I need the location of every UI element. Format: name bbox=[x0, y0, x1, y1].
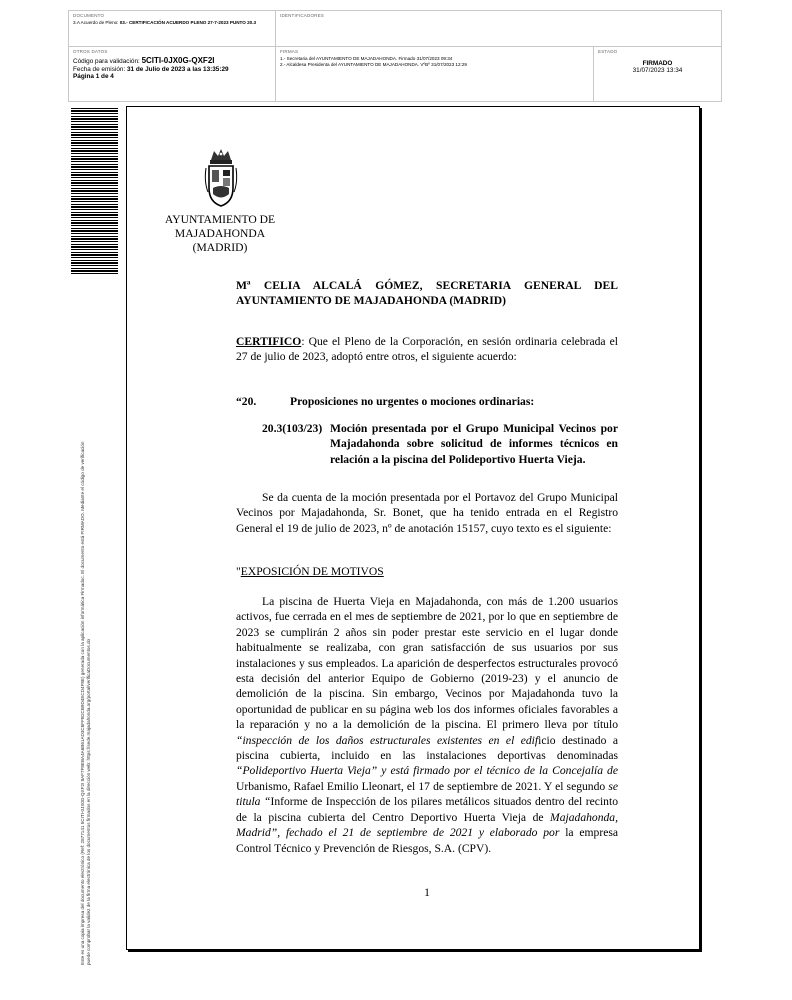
sub-point bbox=[262, 421, 618, 467]
point-heading bbox=[236, 394, 618, 409]
org-line-3: (MADRID) bbox=[192, 241, 248, 254]
certifico-label: CERTIFICO bbox=[236, 335, 302, 348]
certifico-paragraph bbox=[236, 334, 618, 365]
fecha-value: 31 de Julio de 2023 a las 13:35:29 bbox=[127, 65, 229, 73]
documento-value-bold: 03.- CERTIFICACIÓN ACUERDO PLENO 27-7-2023 PUNTO 20.3 bbox=[119, 20, 257, 25]
point-title: Proposiciones no urgentes o mociones ordinarias: bbox=[290, 395, 535, 408]
org-line-2: MAJADAHONDA bbox=[174, 227, 266, 240]
body-italic-4: Majadahonda, Madrid”, fechado el 21 de septiembre de 2021 y elaborado por bbox=[236, 810, 618, 840]
body-text-4: Informe de Inspección de los pilares metálicos situados dentro del recinto de la piscina cubierta del Centro Deportivo Huerta Vieja de bbox=[236, 795, 618, 824]
certifico-text: : Que el Pleno de la Corporación, en sesión ordinaria celebrada el 27 de julio de 2023, adoptó entre otros, el siguiente acuerdo: bbox=[236, 335, 618, 364]
identificadores-label: IDENTIFICADORES bbox=[280, 13, 325, 18]
header-firmas-cell bbox=[276, 46, 594, 101]
vertical-note-line-2: puede comprobar la validez de la firma electrónica de los documentos firmados en la dirección web: https://sede.majadahonda.org/portal/verificaDocumentos.do bbox=[86, 638, 91, 965]
section-quote: " bbox=[236, 565, 241, 578]
body-text-5: la empresa Control Técnico y Prevención de Riesgos, S.A. (CPV). bbox=[236, 826, 618, 855]
estado-date: 31/07/2023 13:34 bbox=[632, 67, 683, 75]
intro-paragraph: Se da cuenta de la moción presentada por el Portavoz del Grupo Municipal Vecinos por Majadahonda, Sr. Bonet, que ha tenido entrada en el Registro General el 19 de julio de 2023, nº de anotación 15157, cuyo texto es el siguiente: bbox=[236, 491, 618, 535]
coat-of-arms-icon bbox=[203, 146, 239, 208]
point-number: “20. bbox=[236, 395, 257, 408]
page-count: Página 1 de 4 bbox=[73, 73, 114, 81]
org-line-1: AYUNTAMIENTO DE bbox=[164, 213, 276, 226]
body-italic-2: “Polideportivo Huerta Vieja” y está firmado por el técnico de la Concejalía de bbox=[236, 764, 618, 778]
vertical-note-line-1: Este es una copia impresa del documento electrónico (Ref: 2877141 5CITI-0JX0G-QXF2I 8AF7F8EBA4A6B61AD3C6FFB2CB9D4ECD4F8E) generada con la aplicación informática Firmadoc. El documento está FIRMADO. Mediante el código de verificación bbox=[80, 441, 85, 965]
vertical-verification-note bbox=[80, 275, 92, 965]
codigo-prefix: Código para validación: bbox=[73, 58, 140, 65]
organization-block bbox=[160, 213, 280, 255]
body-text-2: icio destinado a piscina cubierta, incluido en las instalaciones deportivas denominadas bbox=[236, 733, 618, 763]
sub-point-number: 20.3(103/23) bbox=[262, 422, 323, 435]
header-estado-cell bbox=[594, 46, 721, 101]
section-heading-text: EXPOSICIÓN DE MOTIVOS bbox=[240, 565, 384, 578]
fecha-prefix: Fecha de emisión: bbox=[73, 65, 126, 73]
firma-1: 1.- Secretaria del AYUNTAMIENTO DE MAJADAHONDA. Firmado 31/07/2023 09:34 bbox=[280, 56, 453, 61]
body-paragraph bbox=[236, 594, 618, 856]
body-text-3: Urbanismo, Rafael Emilio Lleonart, el 17 de septiembre de 2021. Y el segundo bbox=[236, 779, 609, 793]
documento-label: DOCUMENTO bbox=[73, 13, 105, 18]
document-header bbox=[68, 10, 722, 102]
section-heading bbox=[236, 564, 618, 579]
estado-label: ESTADO bbox=[598, 49, 618, 54]
sub-point-title: Moción presentada por el Grupo Municipal Vecinos por Majadahonda sobre solicitud de informes técnicos en relación a la piscina del Polideportivo Huerta Vieja. bbox=[330, 422, 618, 466]
page-number: 1 bbox=[424, 886, 430, 899]
barcode-image bbox=[71, 108, 118, 276]
body-italic-3: se titula “ bbox=[236, 779, 618, 809]
estado-value: FIRMADO bbox=[642, 60, 673, 67]
body-text-1: La piscina de Huerta Vieja en Majadahonda, con más de 1.200 usuarios activos, fue cerrada en el mes de septiembre de 2021, por lo que en septiembre de 2023 se cumplirán 2 años sin poder prestar este servicio en el lugar donde habitualmente se realizaba, con gran satisfacción de sus usuarios por sus instalaciones y sus empleados. La aparición de desperfectos estructurales provocó esta decisión del anterior Equipo de Gobierno (2019-23) y el anuncio de demolición de la piscina. Sin embargo, Vecinos por Majadahonda tuvo la oportunidad de publicar en su página web los dos informes oficiales favorables a la reparación y no a la demolición de la piscina. El primero lleva por título bbox=[236, 595, 618, 732]
firma-2: 2.- Alcaldesa Presidenta del AYUNTAMIENTO DE MAJADAHONDA. VºBº 31/07/2023 12:29 bbox=[280, 62, 467, 67]
header-identificadores-cell bbox=[276, 11, 721, 46]
documento-value: 3.A Acuerdo de Pleno: bbox=[73, 20, 119, 25]
otros-datos-label: OTROS DATOS bbox=[73, 49, 108, 54]
header-documento-cell bbox=[69, 11, 276, 46]
firmas-label: FIRMAS bbox=[280, 49, 299, 54]
header-otros-datos-cell bbox=[69, 46, 276, 101]
body-italic-1: “inspección de los daños estructurales existentes en el edif bbox=[236, 733, 539, 747]
document-title: Mª CELIA ALCALÁ GÓMEZ, SECRETARIA GENERAL DEL AYUNTAMIENTO DE MAJADAHONDA (MADRID) bbox=[236, 279, 618, 308]
validation-code[interactable]: 5CITI-0JX0G-QXF2I bbox=[141, 56, 215, 65]
